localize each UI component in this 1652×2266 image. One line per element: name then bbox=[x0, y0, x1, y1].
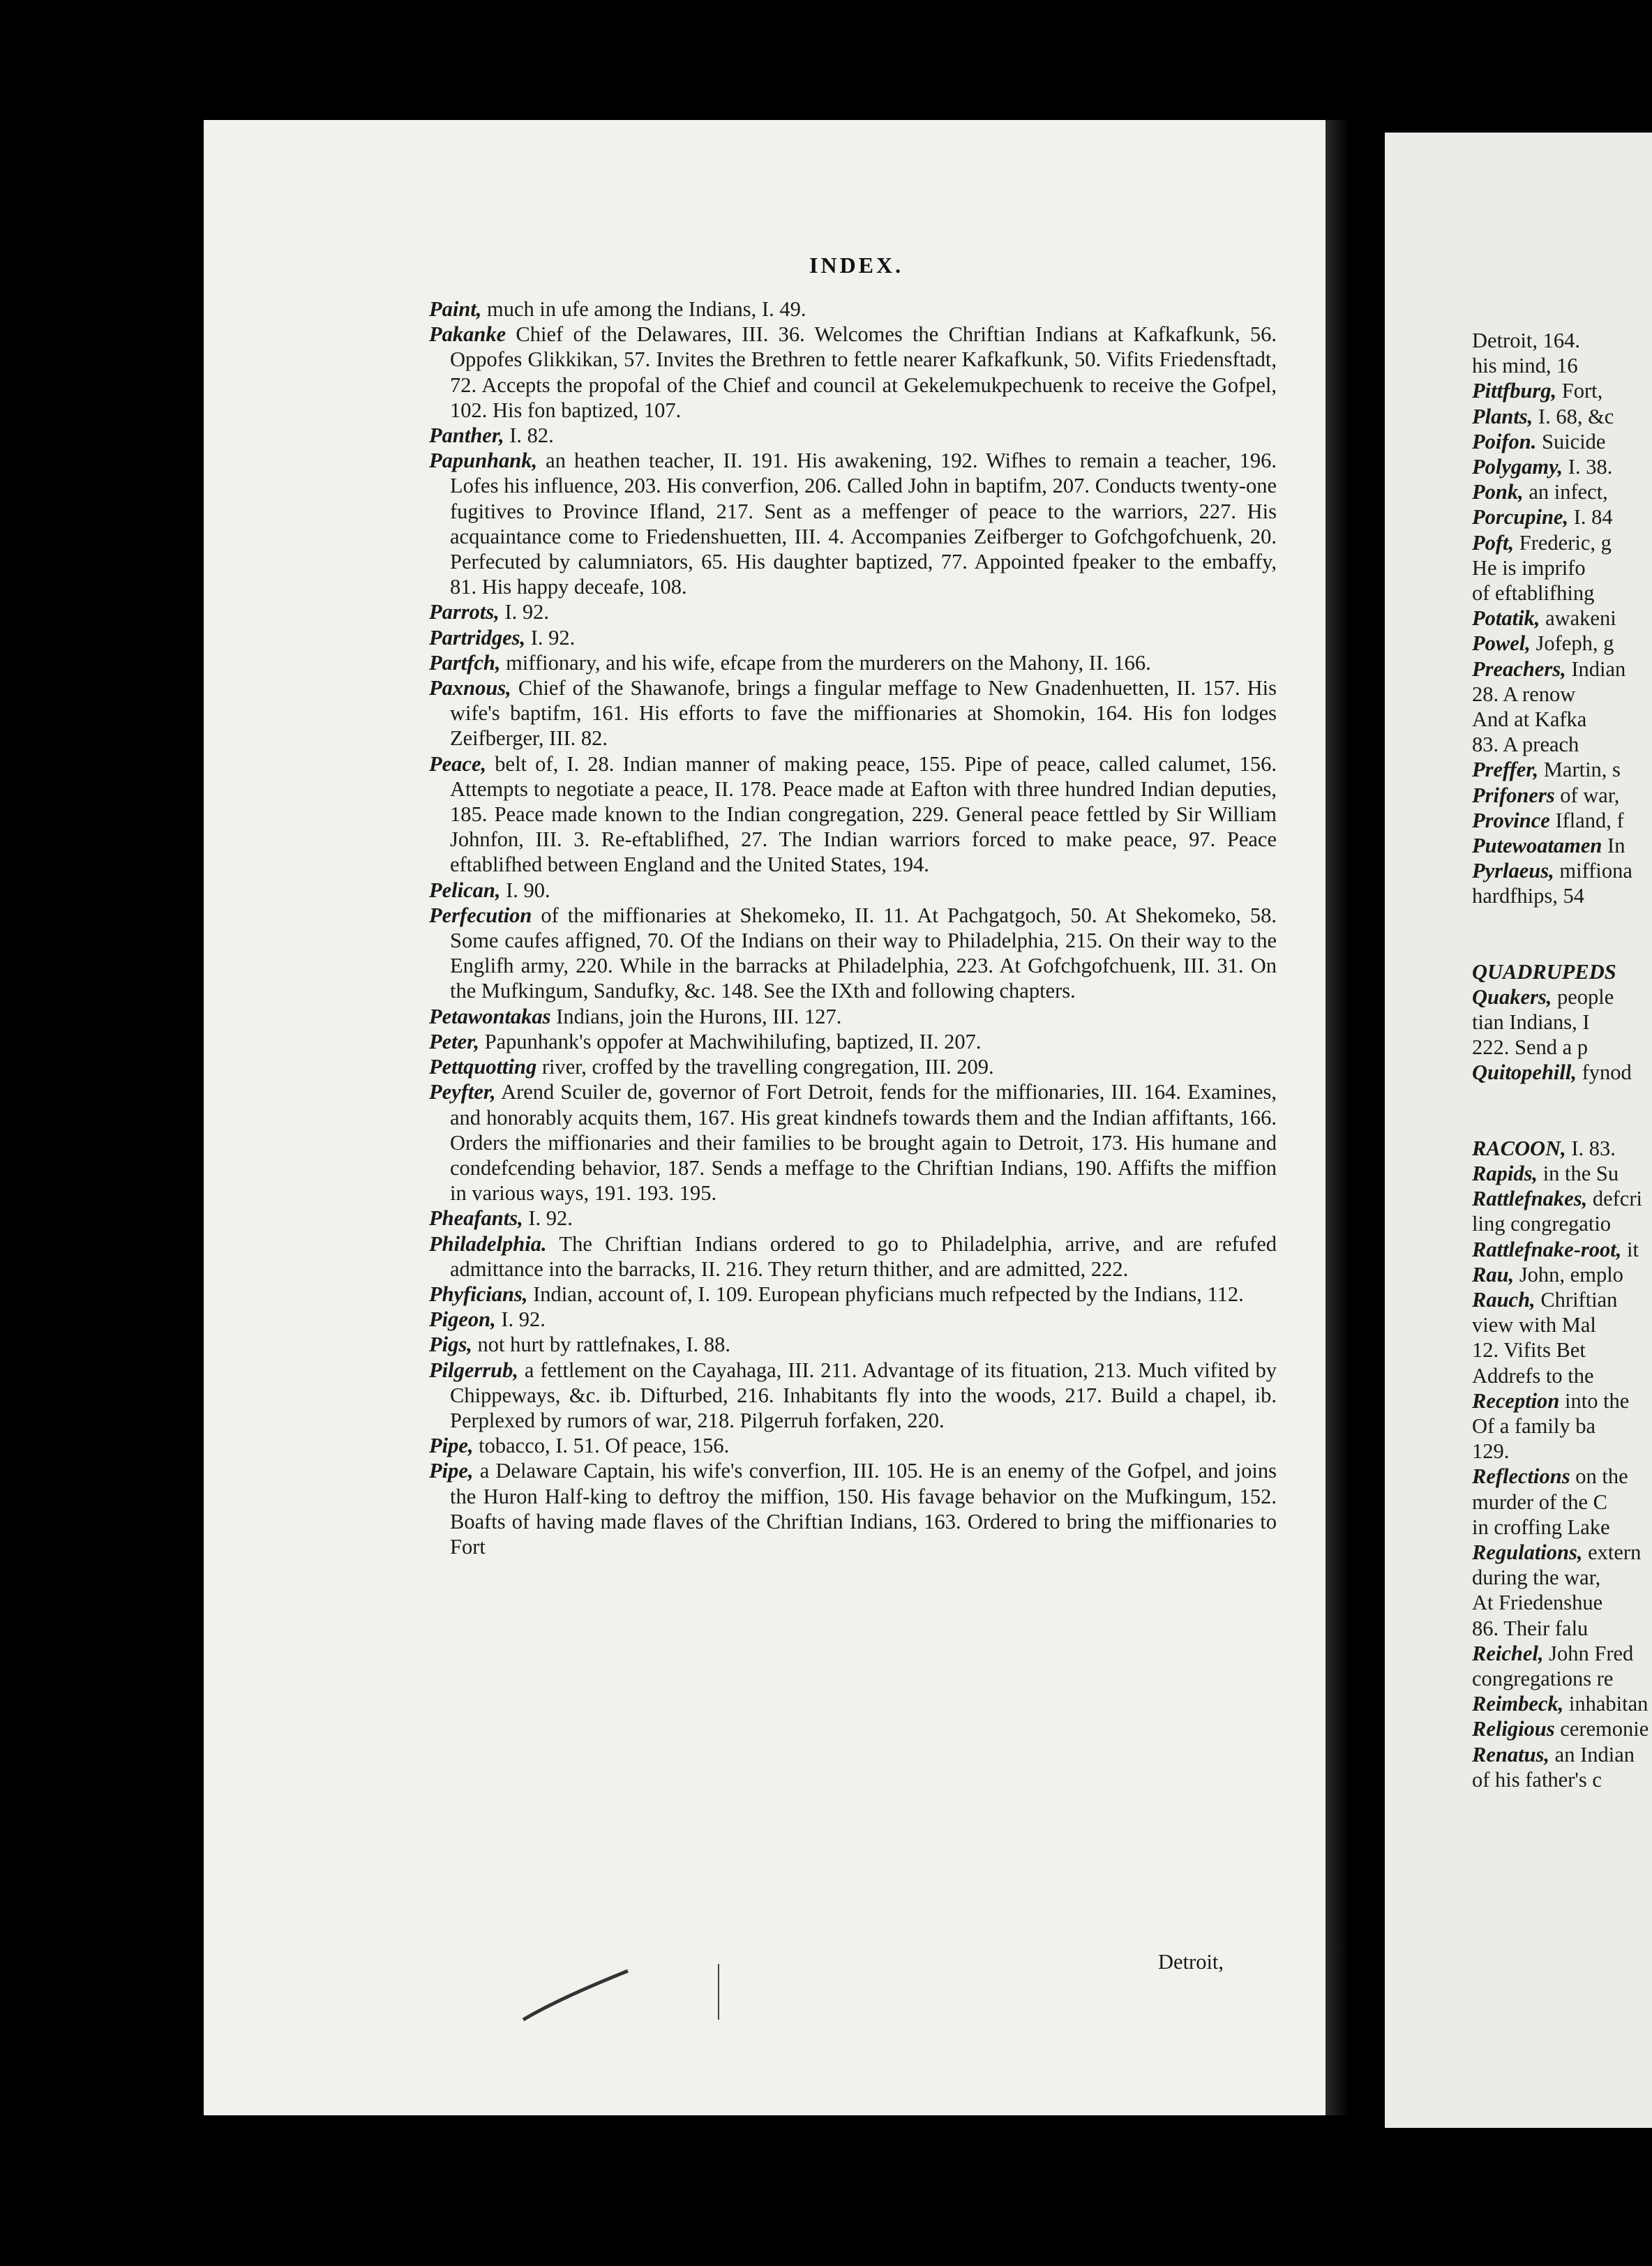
index-entry bbox=[429, 1206, 1277, 1231]
right-line-text: of war, bbox=[1554, 783, 1620, 807]
right-page-line bbox=[1472, 1716, 1652, 1741]
entry-heading: Pipe, bbox=[429, 1459, 474, 1483]
right-line-heading: Rapids, bbox=[1472, 1161, 1538, 1185]
entry-text: of the miffionaries at Shekomeko, II. 11. At Pachgatgoch, 50. At Shekomeko, 58. Some caufes affigned, 70. Of the Indians on their way to Philadelphia, 215. On their way to the Englifh army, 220. While in the barracks at Philadelphia, 223. At Gofchgofchuenk, III. 31. On the Mufkingum, Sandufky, &c. 148. See the IXth and following chapters. bbox=[450, 903, 1277, 1003]
entry-heading: Papunhank, bbox=[429, 449, 538, 473]
right-page-line bbox=[1472, 1287, 1652, 1312]
right-line-text: fynod bbox=[1576, 1060, 1632, 1085]
right-line-text: his mind, 16 bbox=[1472, 354, 1578, 378]
right-page-line bbox=[1472, 1590, 1652, 1615]
right-page-line bbox=[1472, 1337, 1652, 1363]
right-page-line bbox=[1472, 1515, 1652, 1540]
right-line-heading: Preffer, bbox=[1472, 758, 1539, 782]
index-entry bbox=[429, 903, 1277, 1004]
right-page-line bbox=[1472, 555, 1652, 580]
right-line-text: In bbox=[1602, 834, 1625, 858]
right-page-line bbox=[1472, 757, 1652, 782]
right-line-heading: Rattlefnakes, bbox=[1472, 1187, 1588, 1211]
right-line-text: view with Mal bbox=[1472, 1313, 1596, 1337]
right-line-heading: Putewoatamen bbox=[1472, 834, 1602, 858]
right-line-text: of his father's c bbox=[1472, 1767, 1602, 1792]
index-entry bbox=[429, 1079, 1277, 1206]
right-line-heading: Renatus, bbox=[1472, 1742, 1550, 1766]
right-line-text: 86. Their falu bbox=[1472, 1616, 1589, 1640]
right-line-heading: Plants, bbox=[1472, 404, 1533, 428]
entry-text: I. 92. bbox=[499, 600, 550, 624]
right-line-text: Fort, bbox=[1556, 379, 1603, 403]
right-page-line bbox=[1472, 504, 1652, 530]
entry-heading: Paxnous, bbox=[429, 676, 511, 700]
index-entry bbox=[429, 599, 1277, 624]
right-line-text: Chriftian bbox=[1535, 1287, 1618, 1312]
entry-text: tobacco, I. 51. Of peace, 156. bbox=[473, 1434, 730, 1458]
catchword: Detroit, bbox=[1158, 1950, 1224, 1974]
right-line-text: I. 38. bbox=[1563, 455, 1613, 479]
right-page-line bbox=[1472, 1616, 1652, 1641]
right-line-heading: Rauch, bbox=[1472, 1287, 1535, 1312]
right-page-line bbox=[1472, 1086, 1652, 1136]
right-line-heading: Potatik, bbox=[1472, 606, 1540, 631]
right-page-line bbox=[1472, 1540, 1652, 1565]
right-page-line bbox=[1472, 378, 1652, 403]
index-entry bbox=[429, 1458, 1277, 1559]
book-gutter bbox=[1326, 120, 1385, 2115]
index-entry bbox=[429, 625, 1277, 650]
right-line-text: it bbox=[1621, 1237, 1639, 1261]
right-line-heading: Religious bbox=[1472, 1717, 1555, 1741]
right-page-line bbox=[1472, 1439, 1652, 1464]
right-line-heading: Province bbox=[1472, 808, 1550, 832]
right-page-line bbox=[1472, 959, 1652, 984]
index-entry bbox=[429, 1332, 1277, 1357]
index-entry bbox=[429, 1433, 1277, 1458]
right-page-line bbox=[1472, 631, 1652, 656]
right-line-heading: Reimbeck, bbox=[1472, 1692, 1564, 1716]
entry-heading: Panther, bbox=[429, 423, 504, 448]
right-page-line bbox=[1472, 883, 1652, 908]
entry-text: Chief of the Delawares, III. 36. Welcomes the Chriftian Indians at Kafkafkunk, 56. Oppofes Glikkikan, 57. Invites the Brethren to fettle nearer Kafkafkunk, 50. Vifits Friedensftadt, 72. Accepts the propofal of the Chief and council at Gekelemukpechuenk to receive the Gofpel, 102. His fon baptized, 107. bbox=[450, 322, 1277, 422]
right-line-text: 12. Vifits Bet bbox=[1472, 1338, 1586, 1363]
entry-heading: Paint, bbox=[429, 297, 482, 321]
right-page-line bbox=[1472, 1262, 1652, 1287]
entry-text: a Delaware Captain, his wife's converfion, III. 105. He is an enemy of the Gofpel, and joins the Huron Half-king to deftroy the miffion, 150. His favage behavior on the Mufkingum, 152. Boafts of having made flaves of the Chriftian Indians, 163. Ordered to bring the miffionaries to Fort bbox=[450, 1459, 1277, 1559]
right-line-heading: Pyrlaeus, bbox=[1472, 859, 1554, 883]
right-line-text: John, emplo bbox=[1514, 1262, 1623, 1286]
pen-stroke-mark bbox=[516, 1957, 642, 2027]
entry-heading: Pigs, bbox=[429, 1333, 472, 1357]
right-page-line bbox=[1472, 580, 1652, 606]
right-line-text: tian Indians, I bbox=[1472, 1010, 1590, 1035]
right-line-heading: Ponk, bbox=[1472, 480, 1524, 504]
entry-text: The Chriftian Indians ordered to go to Philadelphia, arrive, and are refufed admittance into the barracks, II. 216. They return thither, and are admitted, 222. bbox=[450, 1231, 1277, 1281]
right-line-text: Detroit, 164. bbox=[1472, 329, 1581, 352]
right-page-line bbox=[1472, 1161, 1652, 1186]
right-line-heading: Pittfburg, bbox=[1472, 379, 1557, 403]
index-entry bbox=[429, 751, 1277, 878]
entry-text: Chief of the Shawanofe, brings a fingular meffage to New Gnadenhuetten, II. 157. His wife's baptifm, 161. His efforts to fave the miffionaries at Shomokin, 164. His fon lodges Zeifberger, III. 82. bbox=[450, 676, 1277, 751]
index-entry bbox=[429, 878, 1277, 903]
right-line-text: in croffing Lake bbox=[1472, 1515, 1610, 1539]
right-page-line bbox=[1472, 1060, 1652, 1085]
right-page-line bbox=[1472, 404, 1652, 429]
right-page-line bbox=[1472, 1136, 1652, 1161]
right-line-text: At Friedenshue bbox=[1472, 1591, 1603, 1615]
right-line-text: awakeni bbox=[1540, 606, 1616, 631]
entry-heading: Peyfter, bbox=[429, 1080, 496, 1104]
right-line-heading: QUADRUPEDS bbox=[1472, 959, 1616, 984]
ink-line-mark bbox=[712, 1960, 726, 2023]
right-line-heading: Prifoners bbox=[1472, 783, 1555, 807]
right-line-text: John Fred bbox=[1543, 1641, 1634, 1665]
right-page-line bbox=[1472, 353, 1652, 378]
right-line-text: Addrefs to the bbox=[1472, 1363, 1594, 1388]
right-line-text: Suicide bbox=[1536, 429, 1606, 453]
right-line-text: of eftablifhing bbox=[1472, 581, 1595, 606]
entry-heading: Parrots, bbox=[429, 600, 500, 624]
entry-heading: Pelican, bbox=[429, 878, 501, 902]
right-page-line bbox=[1472, 732, 1652, 757]
right-page-line bbox=[1472, 1767, 1652, 1792]
entry-heading: Petawontakas bbox=[429, 1004, 551, 1028]
entry-heading: Pheafants, bbox=[429, 1206, 523, 1231]
entry-text: Indians, join the Hurons, III. 127. bbox=[550, 1004, 842, 1028]
right-line-text: an infect, bbox=[1523, 480, 1608, 504]
right-line-heading: Preachers, bbox=[1472, 656, 1566, 681]
right-page-line bbox=[1472, 1186, 1652, 1211]
right-page-line bbox=[1472, 682, 1652, 707]
index-entry bbox=[429, 1054, 1277, 1079]
entry-heading: Perfecution bbox=[429, 903, 532, 927]
right-page-line bbox=[1472, 1565, 1652, 1590]
right-page-line bbox=[1472, 1010, 1652, 1035]
right-page-line bbox=[1472, 1312, 1652, 1337]
right-line-text: ceremonie bbox=[1554, 1717, 1649, 1741]
right-line-text: congregations re bbox=[1472, 1666, 1614, 1690]
right-page-line bbox=[1472, 1211, 1652, 1236]
entry-text: not hurt by rattlefnakes, I. 88. bbox=[472, 1333, 730, 1357]
right-line-text: an Indian bbox=[1549, 1742, 1635, 1766]
index-entry bbox=[429, 1307, 1277, 1332]
right-line-heading: Porcupine, bbox=[1472, 505, 1569, 530]
right-line-text: Of a family ba bbox=[1472, 1413, 1595, 1438]
right-line-heading: Reception bbox=[1472, 1388, 1560, 1413]
right-line-text: Ifland, f bbox=[1549, 808, 1624, 832]
index-entry bbox=[429, 1231, 1277, 1282]
right-line-text: ling congregatio bbox=[1472, 1212, 1612, 1236]
right-page-line bbox=[1472, 530, 1652, 555]
entry-text: belt of, I. 28. Indian manner of making peace, 155. Pipe of peace, called calumet, 156. Attempts to negotiate a peace, II. 178. Peace made at Eafton with three hundred Indian deputies, 185. Peace made known to the Indian congregation, 229. General peace fettled by Sir William Johnfon, III. 3. Re-eftablifhed, 27. The Indian warriors forced to make peace, 97. Peace eftablifhed between England and the United States, 194. bbox=[450, 751, 1277, 877]
right-line-text: in the Su bbox=[1538, 1161, 1619, 1185]
entry-heading: Phyficians, bbox=[429, 1282, 528, 1306]
right-page-line bbox=[1472, 1388, 1652, 1413]
index-entry bbox=[429, 1029, 1277, 1054]
entry-text: much in ufe among the Indians, I. 49. bbox=[481, 297, 806, 321]
right-page-line bbox=[1472, 479, 1652, 504]
right-line-heading: Quakers, bbox=[1472, 984, 1552, 1009]
index-entry bbox=[429, 423, 1277, 448]
entry-text: Papunhank's oppofer at Machwihilufing, baptized, II. 207. bbox=[479, 1029, 982, 1053]
right-line-text: Martin, s bbox=[1538, 758, 1621, 782]
right-line-text: into the bbox=[1559, 1388, 1630, 1413]
right-page-line bbox=[1472, 1464, 1652, 1489]
index-entry bbox=[429, 675, 1277, 751]
right-page-line bbox=[1472, 328, 1652, 353]
right-line-text: 28. A renow bbox=[1472, 682, 1576, 706]
entry-text: I. 92. bbox=[523, 1206, 573, 1231]
index-entry bbox=[429, 650, 1277, 675]
entry-heading: Pilgerrub, bbox=[429, 1358, 518, 1382]
entry-heading: Pettquotting bbox=[429, 1055, 537, 1079]
entry-text: a fettlement on the Cayahaga, III. 211. Advantage of its fituation, 213. Much vifited by Chippeways, &c. ib. Difturbed, 216. Inhabitants fly into the woods, 217. Build a chapel, ib. Perplexed by rumors of war, 218. Pilgerruh forfaken, 220. bbox=[450, 1358, 1277, 1432]
entry-heading: Pipe, bbox=[429, 1434, 474, 1458]
right-line-heading: Powel, bbox=[1472, 631, 1531, 656]
index-entry bbox=[429, 1282, 1277, 1307]
right-line-text: defcri bbox=[1587, 1187, 1642, 1211]
right-page-line bbox=[1472, 1413, 1652, 1439]
entry-heading: Partfch, bbox=[429, 650, 501, 675]
entry-heading: Pigeon, bbox=[429, 1307, 496, 1332]
entry-text: I. 92. bbox=[495, 1307, 546, 1332]
right-line-heading: Rattlefnake-root, bbox=[1472, 1237, 1622, 1261]
right-page-line bbox=[1472, 783, 1652, 808]
right-line-text: 129. bbox=[1472, 1439, 1510, 1464]
right-line-text: extern bbox=[1582, 1540, 1642, 1564]
right-page-fragments bbox=[1472, 328, 1652, 1792]
entry-text: I. 90. bbox=[500, 878, 550, 902]
right-page-line bbox=[1472, 1237, 1652, 1262]
right-line-text: during the war, bbox=[1472, 1566, 1601, 1590]
entry-text: I. 82. bbox=[504, 423, 554, 448]
right-page-line bbox=[1472, 707, 1652, 732]
right-page-line bbox=[1472, 808, 1652, 833]
entry-text: river, croffed by the travelling congregation, III. 209. bbox=[536, 1055, 994, 1079]
entry-heading: Philadelphia. bbox=[429, 1231, 547, 1256]
right-page-line bbox=[1472, 656, 1652, 682]
index-entry bbox=[429, 1004, 1277, 1029]
right-line-heading: Poifon. bbox=[1472, 429, 1537, 453]
right-page-line bbox=[1472, 984, 1652, 1010]
right-page-line bbox=[1472, 833, 1652, 858]
right-line-heading: Polygamy, bbox=[1472, 455, 1563, 479]
right-page-line bbox=[1472, 1691, 1652, 1716]
right-line-heading: Reichel, bbox=[1472, 1641, 1544, 1665]
right-line-text: Jofeph, g bbox=[1530, 631, 1614, 656]
entry-text: I. 92. bbox=[525, 625, 576, 650]
right-page-line bbox=[1472, 1641, 1652, 1666]
right-line-heading: Regulations, bbox=[1472, 1540, 1583, 1564]
entry-text: Arend Scuiler de, governor of Fort Detroit, fends for the miffionaries, III. 164. Examines, and honorably acquits them, 167. His great kindnefs towards them and the Indian affiftants, 166. Orders the miffionaries and their families to be brought again to Detroit, 173. His humane and condefcending behavior, 187. Sends a meffage to the Chriftian Indians, 190. Affifts the miffion in various ways, 191. 193. 195. bbox=[450, 1080, 1277, 1206]
right-line-text: I. 68, &c bbox=[1533, 404, 1614, 428]
right-line-heading: Rau, bbox=[1472, 1262, 1515, 1286]
entry-text: miffionary, and his wife, efcape from the murderers on the Mahony, II. 166. bbox=[500, 650, 1151, 675]
right-line-text: inhabitan bbox=[1563, 1692, 1649, 1716]
right-page-line bbox=[1472, 858, 1652, 883]
right-line-text: Frederic, g bbox=[1514, 530, 1612, 555]
right-line-text: people bbox=[1552, 984, 1614, 1009]
right-page-line bbox=[1472, 909, 1652, 959]
right-line-text: And at Kafka bbox=[1472, 707, 1587, 732]
right-line-text: 83. A preach bbox=[1472, 733, 1579, 757]
index-entries bbox=[429, 297, 1277, 1559]
right-line-text: I. 83. bbox=[1565, 1136, 1616, 1160]
right-page-line bbox=[1472, 1363, 1652, 1388]
right-page-line bbox=[1472, 1742, 1652, 1767]
entry-heading: Partridges, bbox=[429, 625, 526, 650]
entry-text: an heathen teacher, II. 191. His awakening, 192. Wifhes to remain a teacher, 196. Lofes his influence, 203. His converfion, 206. Called John in baptifm, 207. Conducts twenty-one fugitives to Province Ifland, 217. Sent as a meffenger of peace to the warriors, 227. His acquaintance come to Friedenshuetten, III. 4. Accompanies Zeifberger to Gofchgofchuenk, 20. Perfecuted by calumniators, 65. His daughter baptized, 77. Appointed fpeaker to the embaffy, 81. His happy deceafe, 108. bbox=[450, 449, 1277, 599]
right-page-line bbox=[1472, 1666, 1652, 1691]
right-line-heading: RACOON, bbox=[1472, 1136, 1566, 1160]
index-entry bbox=[429, 448, 1277, 599]
right-page-line bbox=[1472, 454, 1652, 479]
entry-heading: Pakanke bbox=[429, 322, 506, 347]
entry-heading: Peter, bbox=[429, 1029, 479, 1053]
entry-heading: Peace, bbox=[429, 751, 487, 776]
right-page-line bbox=[1472, 1035, 1652, 1060]
right-line-text: I. 84 bbox=[1568, 505, 1613, 530]
right-page-line bbox=[1472, 606, 1652, 631]
right-line-heading: Reflections bbox=[1472, 1464, 1570, 1489]
right-line-text: He is imprifo bbox=[1472, 555, 1586, 580]
right-line-heading: Quitopehill, bbox=[1472, 1060, 1577, 1085]
right-line-text: murder of the C bbox=[1472, 1490, 1607, 1514]
right-line-text: miffiona bbox=[1554, 859, 1632, 883]
right-page-line bbox=[1472, 1490, 1652, 1515]
right-line-heading: Poft, bbox=[1472, 530, 1515, 555]
index-entry bbox=[429, 297, 1277, 322]
index-entry bbox=[429, 1358, 1277, 1434]
entry-text: Indian, account of, I. 109. European phyficians much refpected by the Indians, 112. bbox=[527, 1282, 1244, 1306]
right-line-text: hardfhips, 54 bbox=[1472, 884, 1584, 908]
right-page-line bbox=[1472, 429, 1652, 454]
right-line-text: 222. Send a p bbox=[1472, 1035, 1589, 1060]
page-title: INDEX. bbox=[809, 253, 904, 278]
index-entry bbox=[429, 322, 1277, 423]
right-line-text: Indian bbox=[1565, 656, 1626, 681]
right-line-text: on the bbox=[1570, 1464, 1628, 1489]
